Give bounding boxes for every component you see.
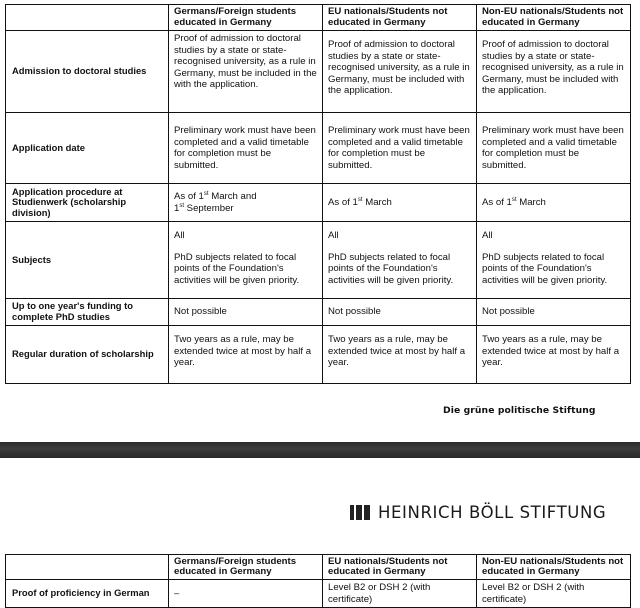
column-header-eu-nationals: EU nationals/Students not educated in Germany — [323, 555, 477, 580]
ordinal-suffix: st — [511, 196, 517, 203]
cell-text: PhD subjects related to focal points of the Foundation's activities will be given priority. — [174, 251, 300, 286]
table-cell: Proof of admission to doctoral studies by a state or state-recognised university, as a rule in Germany, must be included in the with the application. — [169, 31, 323, 113]
table-cell: Two years as a rule, may be extended twice at most by half a year. — [477, 326, 631, 384]
cell-text: As of 1 — [482, 196, 512, 208]
table-cell — [323, 184, 477, 222]
header-empty-cell — [6, 5, 169, 31]
table-cell: – — [169, 580, 323, 608]
table-cell — [477, 184, 631, 222]
cell-text: September — [184, 202, 234, 214]
cell-text: March and — [208, 191, 257, 202]
table-cell: Level B2 or DSH 2 (with certificate) — [323, 580, 477, 608]
cell-text: As of 1 — [328, 196, 358, 208]
table-cell — [169, 222, 323, 299]
table-cell — [477, 222, 631, 299]
column-header-eu-nationals: EU nationals/Students not educated in Germany — [323, 5, 477, 31]
table-cell — [323, 222, 477, 299]
ordinal-suffix: st — [179, 202, 185, 209]
table-row — [6, 113, 631, 184]
cell-text: All — [482, 230, 493, 241]
table-cell: Not possible — [169, 299, 323, 326]
row-label-admission: Admission to doctoral studies — [6, 31, 169, 113]
ordinal-suffix: st — [357, 196, 363, 203]
cell-text: PhD subjects related to focal points of the Foundation's activities will be given priority. — [482, 251, 608, 286]
column-header-non-eu-nationals: Non-EU nationals/Students not educated in Germany — [477, 5, 631, 31]
table-cell: Preliminary work must have been completed and a valid timetable for completion must be submitted. — [323, 113, 477, 184]
table-cell: Preliminary work must have been completed and a valid timetable for completion must be submitted. — [169, 113, 323, 184]
table-header-row — [6, 5, 631, 31]
table-cell: Not possible — [477, 299, 631, 326]
table-row — [6, 299, 631, 326]
table-cell: Not possible — [323, 299, 477, 326]
logo-bars-icon — [350, 505, 370, 520]
table-row — [6, 326, 631, 384]
cell-text: All — [328, 230, 339, 241]
scholarship-requirements-table — [5, 4, 631, 384]
language-requirements-table — [5, 554, 631, 608]
column-header-germans: Germans/Foreign students educated in Germany — [169, 5, 323, 31]
table-row — [6, 222, 631, 299]
table-cell: Level B2 or DSH 2 (with certificate) — [477, 580, 631, 608]
row-label-application-date: Application date — [6, 113, 169, 184]
row-label-german-proficiency: Proof of proficiency in German — [6, 580, 169, 608]
table-cell — [169, 184, 323, 222]
row-label-subjects: Subjects — [6, 222, 169, 299]
logo-text: HEINRICH BÖLL STIFTUNG — [378, 502, 607, 522]
table-row — [6, 184, 631, 222]
column-header-non-eu-nationals: Non-EU nationals/Students not educated in Germany — [477, 555, 631, 580]
table-cell: Two years as a rule, may be extended twice at most by half a year. — [323, 326, 477, 384]
row-label-funding-completion: Up to one year's funding to complete PhD studies — [6, 299, 169, 326]
row-label-regular-duration: Regular duration of scholarship — [6, 326, 169, 384]
table-cell: Proof of admission to doctoral studies by a state or state-recognised university, as a rule in Germany, must be included with the application. — [477, 31, 631, 113]
table-cell: Proof of admission to doctoral studies by a state or state-recognised university, as a rule in Germany, must be included with the application. — [323, 31, 477, 113]
table-cell: Preliminary work must have been completed and a valid timetable for completion must be submitted. — [477, 113, 631, 184]
cell-text: All — [174, 230, 185, 241]
page-separator — [0, 442, 640, 458]
table-row — [6, 31, 631, 113]
cell-text: As of 1 — [174, 191, 204, 202]
foundation-tagline: Die grüne politische Stiftung — [443, 405, 596, 416]
cell-text: 1 — [174, 202, 180, 214]
header-empty-cell — [6, 555, 169, 580]
table-cell: Two years as a rule, may be extended twice at most by half a year. — [169, 326, 323, 384]
row-label-application-procedure: Application procedure at Studienwerk (scholarship division) — [6, 184, 169, 222]
cell-text: PhD subjects related to focal points of the Foundation's activities will be given priority. — [328, 251, 454, 286]
table-row — [6, 580, 631, 608]
heinrich-boell-logo — [350, 502, 606, 522]
table-header-row — [6, 555, 631, 580]
cell-text: March — [362, 196, 392, 208]
cell-text: March — [516, 196, 546, 208]
column-header-germans: Germans/Foreign students educated in Germany — [169, 555, 323, 580]
ordinal-suffix: st — [203, 190, 209, 197]
